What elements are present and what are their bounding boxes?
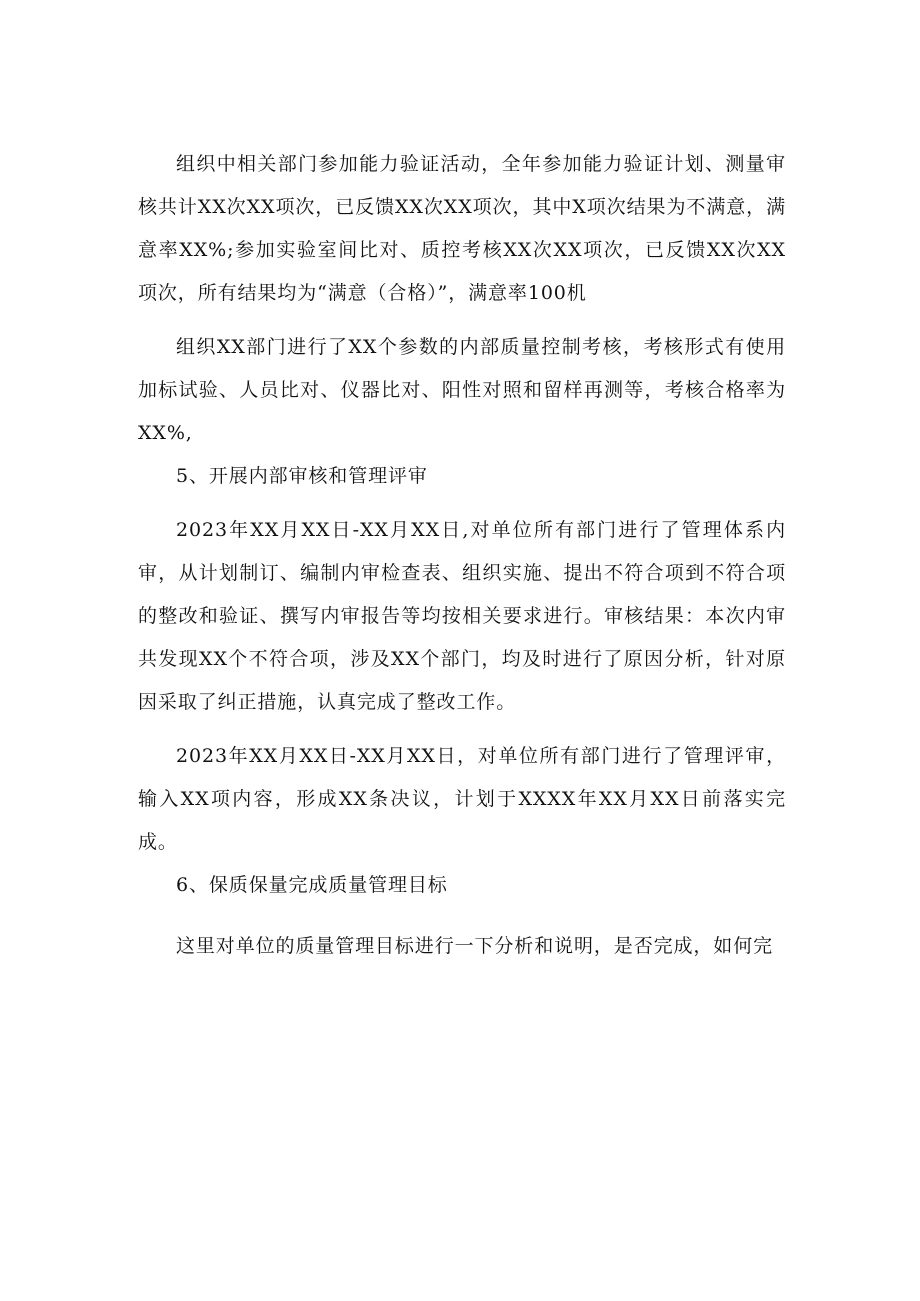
document-body <box>138 143 786 968</box>
paragraph-management-review: 2023年XX月XX日-XX月XX日，对单位所有部门进行了管理评审，输入XX项内容，形成XX条决议，计划于XXXX年XX月XX日前落实完成。 <box>138 745 786 853</box>
section-heading-internal-audit: 5、开展内部审核和管理评审 <box>176 465 428 487</box>
paragraph-internal-audit: 2023年XX月XX日-XX月XX日,对单位所有部门进行了管理体系内审，从计划制订、编制内审检查表、组织实施、提出不符合项到不符合项的整改和验证、撰写内审报告等均按相关要求进行。审核结果：本次内审共发现XX个不符合项，涉及XX个部门，均及时进行了原因分析，针对原因采取了纠正措施，认真完成了整改工作。 <box>138 519 786 713</box>
paragraph-quality-objectives: 这里对单位的质量管理目标进行一下分析和说明，是否完成，如何完 <box>176 935 774 957</box>
paragraph-internal-quality-control: 组织XX部门进行了XX个参数的内部质量控制考核，考核形式有使用加标试验、人员比对、仪器比对、阳性对照和留样再测等，考核合格率为XX%, <box>138 336 786 444</box>
section-heading-quality-objectives: 6、保质保量完成质量管理目标 <box>176 874 448 896</box>
paragraph-proficiency-testing: 组织中相关部门参加能力验证活动，全年参加能力验证计划、测量审核共计XX次XX项次，已反馈XX次XX项次，其中X项次结果为不满意，满意率XX%;参加实验室间比对、质控考核XX次XX项次，已反馈XX次XX项次，所有结果均为“满意（合格）”，满意率100机 <box>138 153 786 304</box>
